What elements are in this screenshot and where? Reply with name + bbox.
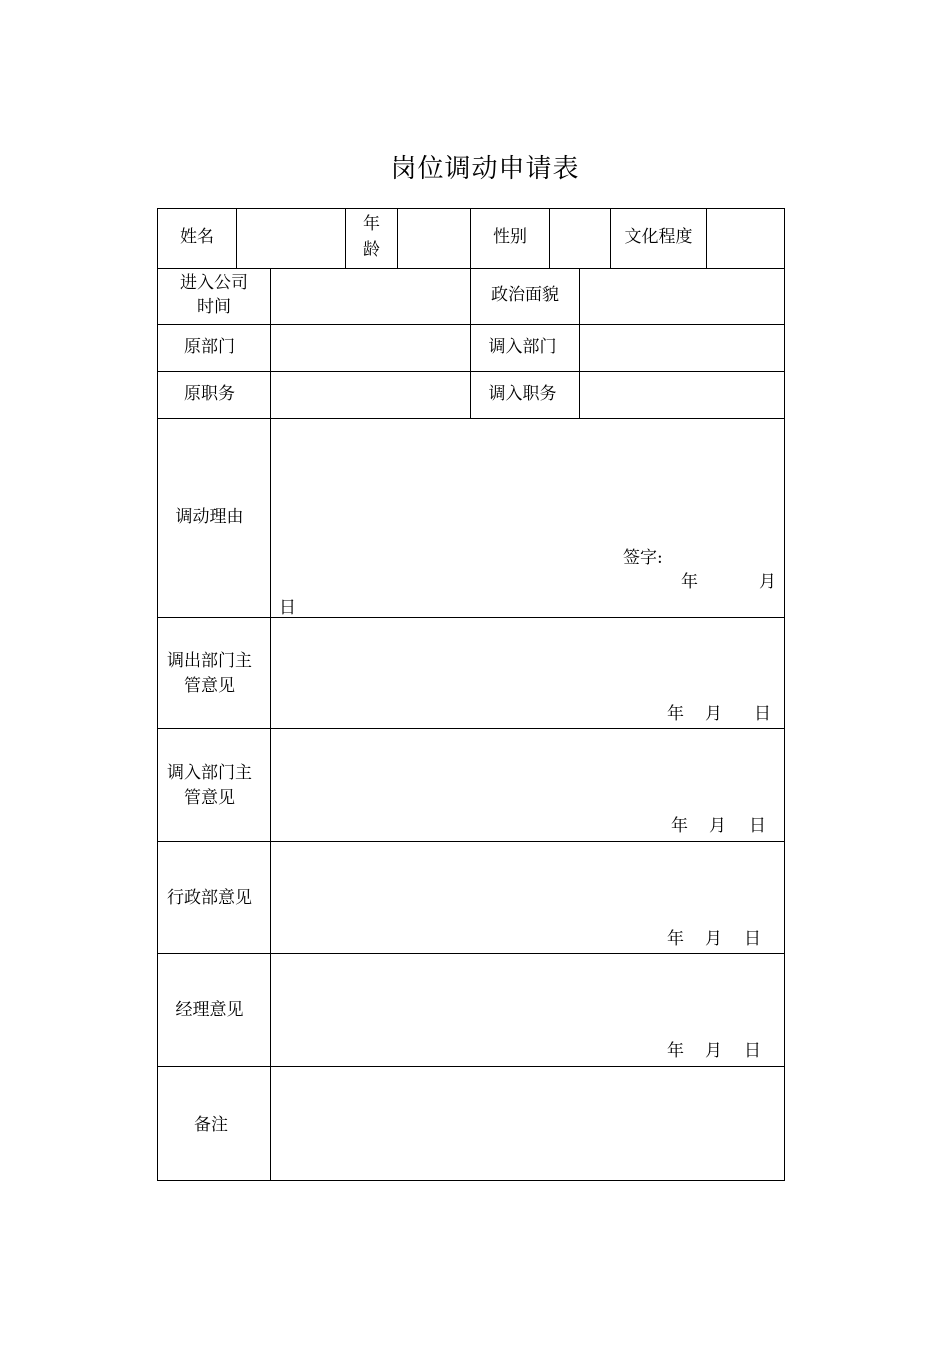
date-month: 月 (705, 704, 722, 724)
field-in-dept-manager-opinion[interactable] (271, 729, 784, 841)
date-day: 日 (749, 816, 766, 836)
date-year: 年 (671, 816, 688, 836)
date-year: 年 (667, 1041, 684, 1061)
field-transfer-reason[interactable] (271, 419, 784, 617)
date-month: 月 (705, 929, 722, 949)
label-new-post: 调入职务 (488, 384, 557, 404)
field-political-status[interactable] (580, 269, 784, 324)
date-month: 月 (705, 1041, 722, 1061)
label-original-post: 原职务 (184, 384, 235, 404)
field-new-post[interactable] (580, 372, 784, 418)
label-age-line2: 龄 (363, 240, 380, 260)
signature-label: 签字: (623, 548, 663, 568)
table-border-bottom (157, 1180, 785, 1181)
field-original-dept[interactable] (271, 325, 470, 371)
label-education: 文化程度 (624, 227, 693, 247)
reason-month: 月 (759, 572, 776, 592)
date-year: 年 (667, 929, 684, 949)
date-day: 日 (754, 704, 771, 724)
field-remarks[interactable] (271, 1067, 784, 1180)
date-month: 月 (709, 816, 726, 836)
label-in-dept-manager-line2: 管意见 (184, 788, 235, 808)
label-age-line1: 年 (363, 214, 380, 234)
label-gender: 性别 (493, 227, 527, 247)
field-original-post[interactable] (271, 372, 470, 418)
label-out-dept-manager-line1: 调出部门主 (167, 651, 252, 671)
label-manager-opinion: 经理意见 (175, 1000, 244, 1020)
label-out-dept-manager-line2: 管意见 (184, 676, 235, 696)
field-education[interactable] (707, 209, 784, 268)
table-border-right (784, 208, 785, 1181)
field-name[interactable] (237, 209, 345, 268)
label-admin-opinion: 行政部意见 (167, 888, 252, 908)
label-political-status: 政治面貌 (491, 285, 559, 305)
field-new-dept[interactable] (580, 325, 784, 371)
field-age[interactable] (398, 209, 470, 268)
label-original-dept: 原部门 (184, 337, 235, 357)
label-transfer-reason: 调动理由 (175, 507, 244, 527)
field-gender[interactable] (550, 209, 610, 268)
page-title: 岗位调动申请表 (390, 154, 580, 184)
label-name: 姓名 (180, 227, 214, 247)
field-join-date[interactable] (271, 269, 470, 324)
date-year: 年 (667, 704, 684, 724)
label-join-date-line1: 进入公司 (180, 273, 248, 293)
reason-day: 日 (279, 598, 296, 618)
date-day: 日 (744, 1041, 761, 1061)
label-new-dept: 调入部门 (488, 337, 557, 357)
date-day: 日 (744, 929, 761, 949)
label-in-dept-manager-line1: 调入部门主 (167, 763, 252, 783)
reason-year: 年 (681, 572, 698, 592)
label-remarks: 备注 (194, 1115, 228, 1135)
label-join-date-line2: 时间 (197, 297, 231, 317)
